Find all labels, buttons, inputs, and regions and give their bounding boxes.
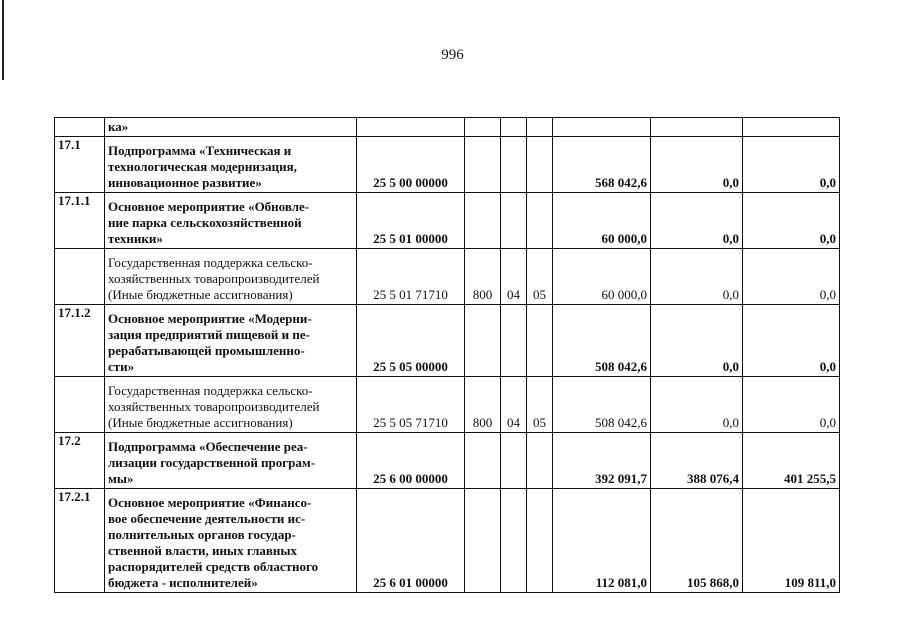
- amount-year1-cell: 508 042,6: [553, 305, 651, 377]
- amount-year2-cell: 105 868,0: [651, 489, 743, 593]
- row-name-line: бюджета - исполнителей»: [108, 575, 258, 590]
- section-cell: 04: [501, 377, 527, 433]
- target-article-code-cell: 25 6 00 00000: [357, 433, 465, 489]
- amount-year3-cell: 401 255,5: [743, 433, 840, 489]
- row-name-cell: [105, 433, 357, 489]
- row-name-cell: [105, 118, 357, 137]
- table-row: [55, 433, 840, 489]
- row-name-line: лизации государственной програм-: [108, 455, 316, 470]
- table-row: [55, 305, 840, 377]
- target-article-code-cell: 25 5 05 71710: [357, 377, 465, 433]
- amount-year1-cell: 60 000,0: [553, 193, 651, 249]
- row-name-line: технологическая модернизация,: [108, 159, 297, 174]
- section-cell: [501, 489, 527, 593]
- row-name-line: мы»: [108, 471, 134, 486]
- row-number-cell: 17.1.1: [55, 193, 105, 249]
- amount-year1-cell: 392 091,7: [553, 433, 651, 489]
- amount-year3-cell: 0,0: [743, 249, 840, 305]
- subsection-cell: [527, 118, 553, 137]
- row-name-line: (Иные бюджетные ассигнования): [108, 415, 293, 430]
- amount-year2-cell: 0,0: [651, 377, 743, 433]
- row-name-line: (Иные бюджетные ассигнования): [108, 287, 293, 302]
- row-name-line: хозяйственных товаропроизводителей: [108, 271, 320, 286]
- section-cell: [501, 137, 527, 193]
- row-name-cell: [105, 489, 357, 593]
- row-name-line: рерабатывающей промышленно-: [108, 343, 305, 358]
- row-number-cell: 17.2: [55, 433, 105, 489]
- target-article-code-cell: 25 5 05 00000: [357, 305, 465, 377]
- amount-year3-cell: [743, 118, 840, 137]
- expense-type-cell: [465, 193, 501, 249]
- amount-year2-cell: [651, 118, 743, 137]
- expense-type-cell: [465, 433, 501, 489]
- row-name-line: Основное мероприятие «Модерни-: [108, 311, 312, 326]
- budget-table: [54, 117, 840, 593]
- expense-type-cell: 800: [465, 249, 501, 305]
- section-cell: [501, 193, 527, 249]
- amount-year2-cell: 0,0: [651, 193, 743, 249]
- amount-year3-cell: 109 811,0: [743, 489, 840, 593]
- amount-year1-cell: 112 081,0: [553, 489, 651, 593]
- row-name-line: ние парка сельскохозяйственной: [108, 215, 302, 230]
- amount-year2-cell: 388 076,4: [651, 433, 743, 489]
- amount-year3-cell: 0,0: [743, 377, 840, 433]
- expense-type-cell: 800: [465, 377, 501, 433]
- section-cell: [501, 118, 527, 137]
- row-name-line: Основное мероприятие «Обновле-: [108, 199, 310, 214]
- row-number-cell: [55, 249, 105, 305]
- scan-left-edge: [2, 0, 4, 80]
- row-name-cell: [105, 193, 357, 249]
- subsection-cell: 05: [527, 249, 553, 305]
- amount-year2-cell: 0,0: [651, 249, 743, 305]
- row-name-line: Основное мероприятие «Финансо-: [108, 495, 312, 510]
- table-row: [55, 377, 840, 433]
- row-name-line: Подпрограмма «Техническая и: [108, 143, 292, 158]
- row-name-line: техники»: [108, 231, 163, 246]
- table-row: [55, 489, 840, 593]
- amount-year2-cell: 0,0: [651, 137, 743, 193]
- amount-year3-cell: 0,0: [743, 305, 840, 377]
- table-row: [55, 249, 840, 305]
- row-number-cell: [55, 377, 105, 433]
- expense-type-cell: [465, 489, 501, 593]
- row-name-line: сти»: [108, 359, 135, 374]
- section-cell: 04: [501, 249, 527, 305]
- amount-year1-cell: [553, 118, 651, 137]
- target-article-code-cell: 25 6 01 00000: [357, 489, 465, 593]
- amount-year1-cell: 60 000,0: [553, 249, 651, 305]
- page-number: 996: [441, 47, 464, 63]
- table-row: [55, 193, 840, 249]
- expense-type-cell: [465, 118, 501, 137]
- table-body: [55, 118, 840, 593]
- row-name-line: Государственная поддержка сельско-: [108, 255, 313, 270]
- row-name-line: Государственная поддержка сельско-: [108, 383, 313, 398]
- row-name-line: полнительных органов государ-: [108, 527, 296, 542]
- row-name-line: инновационное развитие»: [108, 175, 262, 190]
- table-row: [55, 118, 840, 137]
- row-name-cell: [105, 249, 357, 305]
- target-article-code-cell: 25 5 01 71710: [357, 249, 465, 305]
- expense-type-cell: [465, 305, 501, 377]
- amount-year3-cell: 0,0: [743, 137, 840, 193]
- row-number-cell: 17.1: [55, 137, 105, 193]
- expense-type-cell: [465, 137, 501, 193]
- row-name-line: ка»: [108, 119, 129, 134]
- subsection-cell: [527, 489, 553, 593]
- row-name-line: Подпрограмма «Обеспечение реа-: [108, 439, 308, 454]
- section-cell: [501, 433, 527, 489]
- amount-year2-cell: 0,0: [651, 305, 743, 377]
- section-cell: [501, 305, 527, 377]
- row-name-line: ственной власти, иных главных: [108, 543, 298, 558]
- row-name-cell: [105, 137, 357, 193]
- amount-year1-cell: 508 042,6: [553, 377, 651, 433]
- row-name-cell: [105, 305, 357, 377]
- subsection-cell: [527, 137, 553, 193]
- target-article-code-cell: [357, 118, 465, 137]
- target-article-code-cell: 25 5 01 00000: [357, 193, 465, 249]
- row-number-cell: 17.1.2: [55, 305, 105, 377]
- row-number-cell: 17.2.1: [55, 489, 105, 593]
- subsection-cell: 05: [527, 377, 553, 433]
- target-article-code-cell: 25 5 00 00000: [357, 137, 465, 193]
- subsection-cell: [527, 433, 553, 489]
- row-name-line: зация предприятий пищевой и пе-: [108, 327, 310, 342]
- row-name-line: хозяйственных товаропроизводителей: [108, 399, 320, 414]
- subsection-cell: [527, 193, 553, 249]
- row-number-cell: [55, 118, 105, 137]
- table-row: [55, 137, 840, 193]
- amount-year3-cell: 0,0: [743, 193, 840, 249]
- subsection-cell: [527, 305, 553, 377]
- row-name-cell: [105, 377, 357, 433]
- row-name-line: вое обеспечение деятельности ис-: [108, 511, 306, 526]
- amount-year1-cell: 568 042,6: [553, 137, 651, 193]
- row-name-line: распорядителей средств областного: [108, 559, 319, 574]
